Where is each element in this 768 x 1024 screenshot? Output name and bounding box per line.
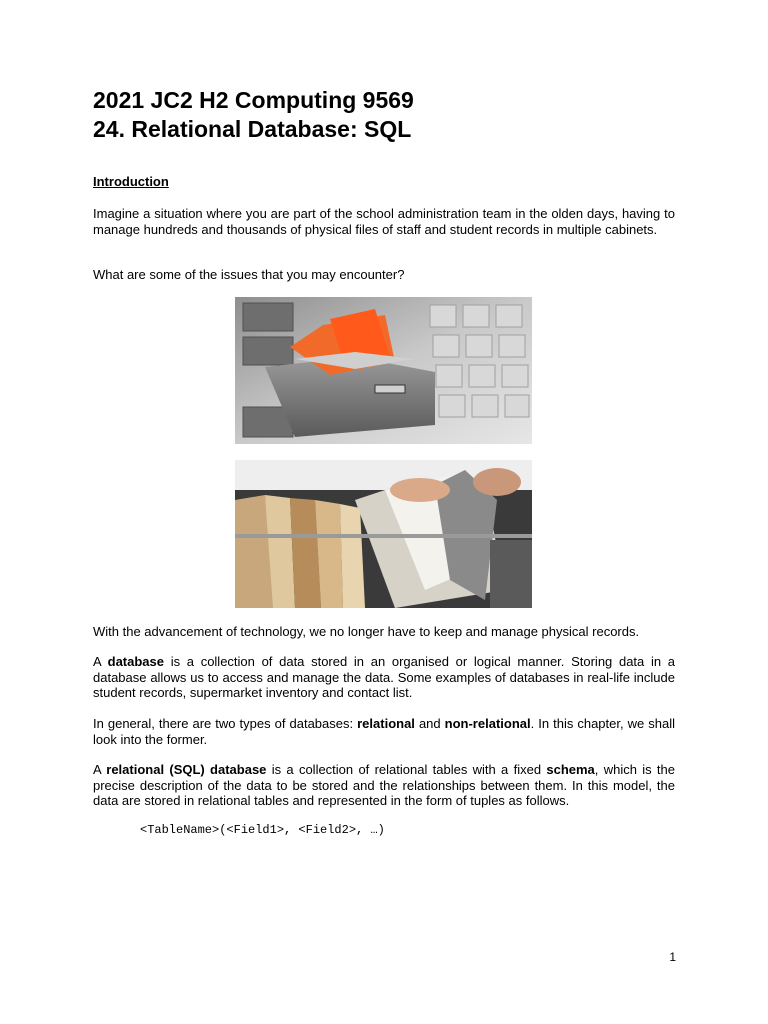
intro-paragraph: Imagine a situation where you are part of the school administration team in the olden days, having to manage hundreds and thousands of physical files of staff and student records in multiple cabinets. xyxy=(93,206,675,237)
term-non-relational: non-relational xyxy=(444,716,531,731)
technology-paragraph: With the advancement of technology, we no longer have to keep and manage physical records. xyxy=(93,624,640,639)
tuple-syntax-code: <TableName>(<Field1>, <Field2>, …) xyxy=(140,823,385,837)
database-definition-paragraph xyxy=(93,654,675,701)
page-number: 1 xyxy=(669,950,676,964)
term-relational: relational xyxy=(357,716,415,731)
filing-cabinet-photo xyxy=(235,297,532,444)
database-types-paragraph xyxy=(93,716,675,747)
page-title xyxy=(93,86,414,144)
text-run: is a collection of data stored in an organised or logical manner. Storing data in a database allows us to access and manage the data. Some examples of databases in real-life include student records, supermarket inventory and contact list. xyxy=(93,654,675,700)
question-paragraph: What are some of the issues that you may encounter? xyxy=(93,267,405,282)
section-heading-introduction: Introduction xyxy=(93,174,169,189)
text-run: . In this chapter, we shall look into the former. xyxy=(93,716,675,747)
relational-database-paragraph xyxy=(93,762,675,809)
term-relational-sql-database: relational (SQL) database xyxy=(106,762,267,777)
text-run: , which is the precise description of the data to be stored and the relationships between them. In this model, the data are stored in relational tables and represented in the form of tuples as follows. xyxy=(93,762,675,808)
hands-filing-records-photo xyxy=(235,460,532,608)
text-run: and xyxy=(414,716,445,731)
text-run: A xyxy=(93,654,108,669)
text-run: is a collection of relational tables with a fixed xyxy=(266,762,547,777)
text-run: A xyxy=(93,762,107,777)
term-database: database xyxy=(107,654,165,669)
title-line-2: 24. Relational Database: SQL xyxy=(93,116,412,142)
title-line-1: 2021 JC2 H2 Computing 9569 xyxy=(93,87,414,113)
text-run: In general, there are two types of databases: xyxy=(93,716,358,731)
term-schema: schema xyxy=(546,762,595,777)
